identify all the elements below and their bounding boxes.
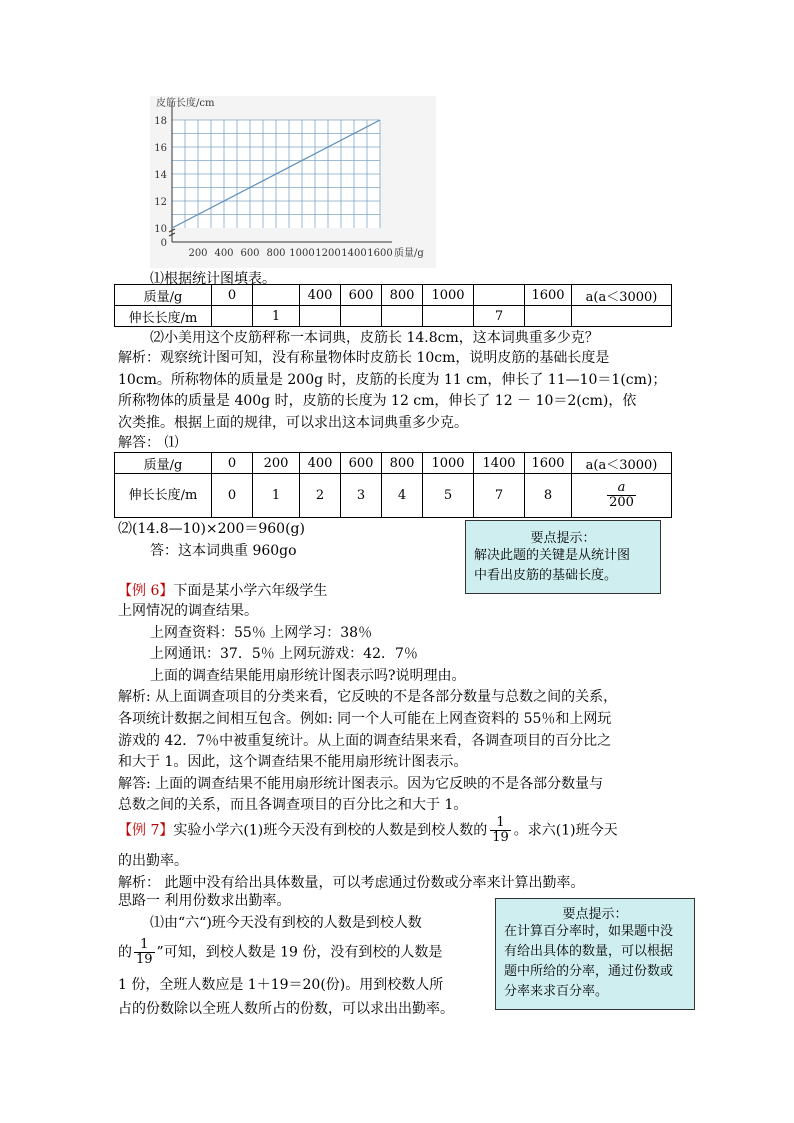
text-line: 上网通讯：37．5％ 上网玩游戏：42．7％ bbox=[150, 646, 418, 663]
tip-line: 在计算百分率时，如果题中没 bbox=[504, 924, 674, 939]
table-cell: 伸长长度/m bbox=[115, 306, 212, 327]
table-cell: 3 bbox=[341, 474, 382, 518]
text-line: ⑴由“六“)班今天没有到校的人数是到校人数 bbox=[150, 915, 422, 931]
y-tick-label: 10 bbox=[154, 224, 167, 235]
table-cell: 8 bbox=[525, 474, 572, 518]
table-cell: 0 bbox=[212, 285, 253, 306]
table-cell: 质量/g bbox=[115, 285, 212, 306]
example-6-tag: 【例 6】 bbox=[118, 583, 174, 599]
table-cell: 800 bbox=[382, 285, 423, 306]
elongation-chart bbox=[150, 96, 436, 268]
y-tick-label: 18 bbox=[154, 116, 167, 127]
question-2: ⑵小美用这个皮筋秤称一本词典，皮筋长 14.8cm，这本词典重多少克？ bbox=[150, 330, 599, 346]
example-6-body bbox=[118, 601, 617, 817]
tip-title: 要点提示： bbox=[562, 907, 628, 922]
text-line: 解答: 上面的调查结果不能用扇形统计图表示。因为它反映的不是各部分数量与 bbox=[118, 775, 604, 792]
y-tick-label: 14 bbox=[154, 170, 167, 181]
table-cell: 400 bbox=[300, 453, 341, 474]
table-row bbox=[115, 285, 672, 306]
x-tick-label: 800 bbox=[266, 248, 286, 259]
tip-line: 题中所给的分率，通过份数或 bbox=[504, 964, 674, 979]
x-tick-label: 1000 bbox=[289, 248, 315, 259]
tip-line: 中看出皮筋的基础长度。 bbox=[474, 568, 618, 583]
chart-svg bbox=[150, 96, 436, 268]
table-cell bbox=[382, 306, 423, 327]
fraction-denominator: 200 bbox=[609, 495, 634, 510]
text-line: 上面的调查结果能用扇形统计图表示吗?说明理由。 bbox=[150, 667, 466, 684]
analysis-line: 解析：观察统计图可知，没有称量物体时皮筋长 10cm，说明皮筋的基础长度是 bbox=[118, 350, 610, 366]
table-cell: 1600 bbox=[525, 453, 572, 474]
analysis-line: 所称物体的质量是 400g 时，皮筋的长度为 12 cm，伸长了 12 － 10＝2(cm)，依 bbox=[118, 393, 637, 409]
table-cell: a(a＜3000) bbox=[572, 453, 672, 474]
fraction-denominator: 19 bbox=[136, 952, 153, 967]
table-cell bbox=[300, 306, 341, 327]
table-cell: 600 bbox=[341, 453, 382, 474]
text-line: 占的份数除以全班人数所占的份数，可以求出出勤率。 bbox=[118, 1001, 454, 1017]
example-7-heading bbox=[118, 816, 618, 845]
table-cell: 1000 bbox=[423, 285, 474, 306]
x-tick-label: 1200 bbox=[315, 248, 341, 259]
x-tick-label: 1600 bbox=[367, 248, 393, 259]
table-cell bbox=[525, 306, 572, 327]
table-cell: 7 bbox=[474, 306, 525, 327]
text-line: 上网查资料：55％ 上网学习：38％ bbox=[150, 624, 373, 641]
table-row bbox=[115, 306, 672, 327]
table-cell: 2 bbox=[300, 474, 341, 518]
example-7-text: 实验小学六(1)班今天没有到校的人数是到校人数的 bbox=[173, 822, 488, 839]
example-7-tag: 【例 7】 bbox=[118, 822, 174, 839]
table-cell bbox=[572, 306, 672, 327]
answer-label: 解答： ⑴ bbox=[118, 435, 179, 451]
y-tick-label: 16 bbox=[154, 143, 167, 154]
example-7-text-b: 。求六(1)班今天 bbox=[513, 822, 618, 839]
table-cell: 1 bbox=[253, 474, 300, 518]
table-cell: 400 bbox=[300, 285, 341, 306]
fill-table bbox=[114, 284, 672, 327]
calc-line: ⑵(14.8—10)×200＝960(g) bbox=[118, 521, 305, 537]
fraction-numerator: 1 bbox=[490, 816, 511, 831]
table-cell: 0 bbox=[212, 453, 253, 474]
table-cell: 200 bbox=[253, 453, 300, 474]
text-line: 解析: 从上面调查项目的分类来看，它反映的不是各部分数量与总数之间的关系， bbox=[118, 689, 618, 706]
table-cell bbox=[423, 306, 474, 327]
fraction-1-19 bbox=[490, 816, 511, 845]
table-cell: a(a＜3000) bbox=[572, 285, 672, 306]
x-tick-label: 600 bbox=[240, 248, 260, 259]
text-line: 各项统计数据之间相互包含。例如: 同一个人可能在上网查资料的 55％和上网玩 bbox=[118, 710, 612, 727]
text-line: 的出勤率。 bbox=[118, 853, 188, 869]
table-cell bbox=[212, 306, 253, 327]
text-fragment: 的 bbox=[118, 944, 132, 961]
fraction-1-19 bbox=[134, 938, 155, 967]
answer-2: 答：这本词典重 960go bbox=[150, 543, 297, 559]
text-line: 1 份，全班人数应是 1＋19＝20(份)。用到校数人所 bbox=[118, 977, 444, 993]
table-cell bbox=[253, 285, 300, 306]
text-fragment: ”可知，到校人数是 19 份，没有到校的人数是 bbox=[156, 944, 443, 961]
text-line: 思路一 利用份数求出勤率。 bbox=[118, 893, 291, 909]
x-tick-label: 400 bbox=[214, 248, 234, 259]
analysis-1 bbox=[118, 348, 666, 434]
y-tick-label: 12 bbox=[154, 197, 167, 208]
analysis-line: 次类推。根据上面的规律，可以求出这本词典重多少克。 bbox=[118, 414, 468, 431]
table-cell: 5 bbox=[423, 474, 474, 518]
tip-title: 要点提示： bbox=[530, 531, 596, 546]
tip-box-2 bbox=[495, 898, 695, 1010]
table-cell: 800 bbox=[382, 453, 423, 474]
table-cell: 1000 bbox=[423, 453, 474, 474]
example-6-heading bbox=[118, 580, 327, 600]
example-6-title: 下面是某小学六年级学生 bbox=[173, 583, 328, 599]
fraction-a-200 bbox=[607, 481, 636, 510]
table-cell: 1 bbox=[253, 306, 300, 327]
table-cell bbox=[572, 474, 672, 518]
table-cell: 4 bbox=[382, 474, 423, 518]
text-line: 解析： 此题中没有给出具体数量，可以考虑通过份数或分率来计算出勤率。 bbox=[118, 875, 585, 891]
table-cell: 质量/g bbox=[115, 453, 212, 474]
tip-line: 分率来求百分率。 bbox=[504, 984, 609, 999]
table-cell bbox=[341, 306, 382, 327]
answer-table bbox=[114, 452, 672, 518]
fraction-numerator: 1 bbox=[134, 938, 155, 953]
x-tick-label: 1400 bbox=[341, 248, 367, 259]
text-line: 上网情况的调查结果。 bbox=[118, 603, 258, 619]
tip-line: 有给出具体的数量，可以根据 bbox=[504, 944, 674, 959]
table-cell: 1600 bbox=[525, 285, 572, 306]
analysis-line: 10cm。所称物体的质量是 200g 时，皮筋的长度为 11 cm，伸长了 11—10＝1(cm)； bbox=[118, 371, 667, 388]
fraction-denominator: 19 bbox=[492, 830, 509, 845]
y-axis-label: 皮筋长度/cm bbox=[156, 98, 215, 109]
table-cell: 7 bbox=[474, 474, 525, 518]
table-cell: 0 bbox=[212, 474, 253, 518]
x-axis-label: 质量/g bbox=[394, 248, 424, 259]
table-row bbox=[115, 474, 672, 518]
table-cell: 1400 bbox=[474, 453, 525, 474]
table-row bbox=[115, 453, 672, 474]
fraction-numerator: a bbox=[607, 481, 636, 496]
y-tick-label: 0 bbox=[160, 238, 167, 249]
text-line bbox=[118, 938, 442, 967]
tip-line: 解决此题的关键是从统计图 bbox=[474, 548, 631, 563]
table-cell: 伸长长度/m bbox=[115, 474, 212, 518]
tip-box-1 bbox=[465, 520, 661, 594]
x-tick-label: 200 bbox=[188, 248, 208, 259]
text-line: 游戏的 42．7％中被重复统计。从上面的调查结果来看，各调查项目的百分比之 bbox=[118, 732, 612, 749]
text-line: 和大于 1。因此，这个调查结果不能用扇形统计图表示。 bbox=[118, 754, 468, 771]
table-cell: 600 bbox=[341, 285, 382, 306]
table-cell bbox=[474, 285, 525, 306]
q1-label: ⑴根据统计图填表。 bbox=[150, 271, 276, 287]
text-line: 总数之间的关系，而且各调查项目的百分比之和大于 1。 bbox=[118, 797, 468, 814]
